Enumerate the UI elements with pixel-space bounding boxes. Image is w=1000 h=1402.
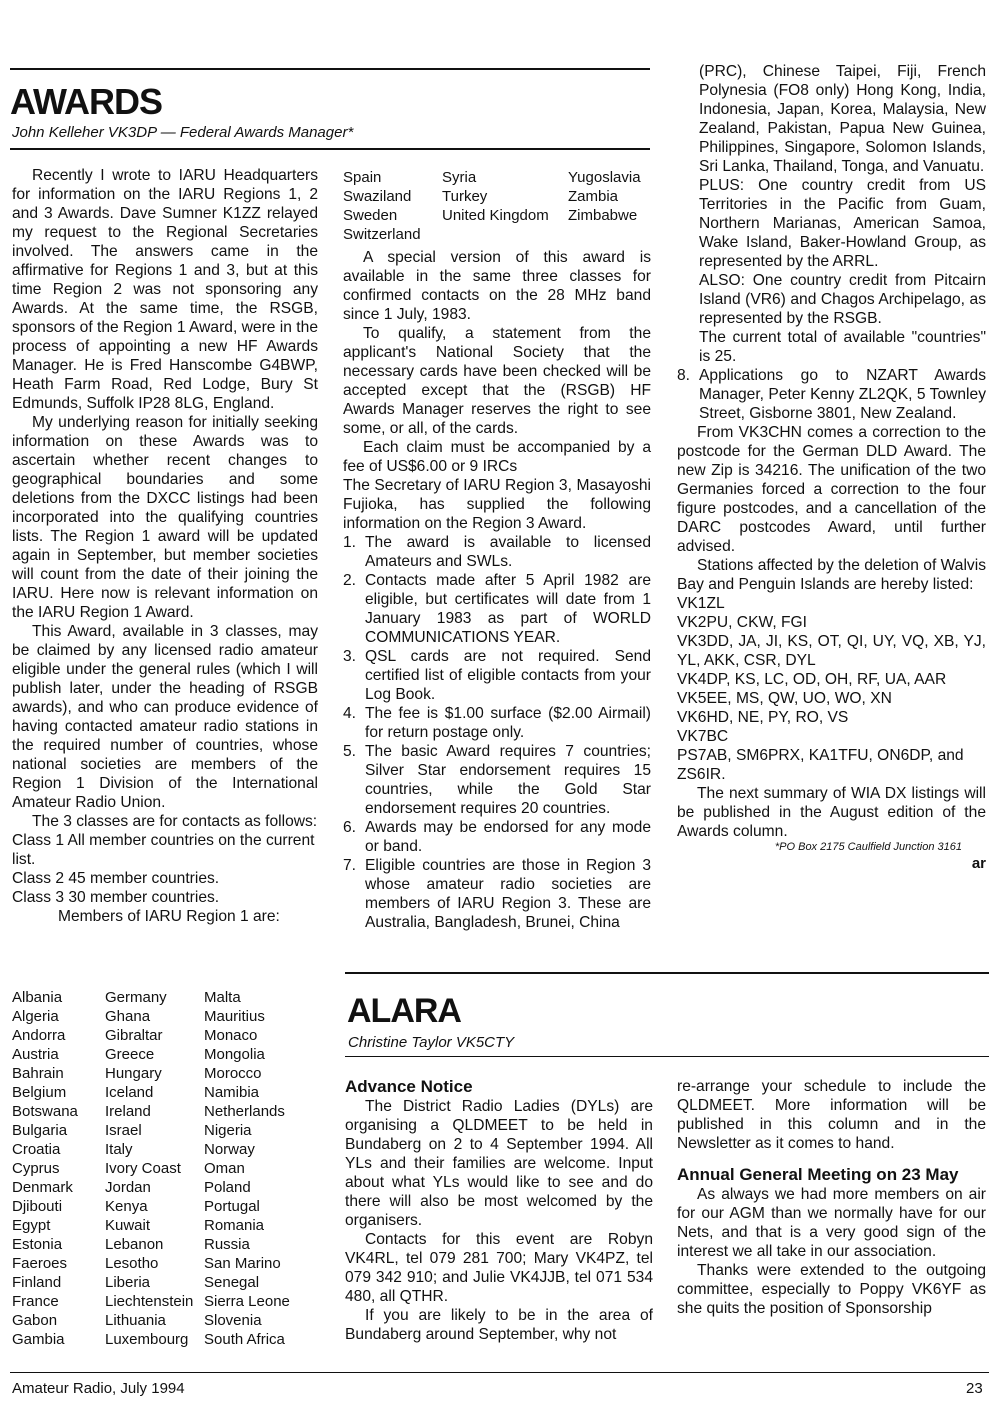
country: South Africa [204, 1331, 285, 1348]
country: Romania [204, 1217, 265, 1234]
country: Lithuania [105, 1312, 166, 1329]
list-item: 3. QSL cards are not required. Send certified list of eligible contacts from your Log Book. [343, 648, 651, 703]
station-line: VK5EE, MS, QW, UO, WO, XN [677, 690, 892, 707]
station-line: VK3DD, JA, JI, KS, OT, QI, UY, VQ, XB, YJ, YL, AKK, CSR, DYL [677, 633, 986, 669]
byline-rule [10, 148, 650, 150]
country: Greece [105, 1046, 155, 1063]
alara-byline-rule [345, 1056, 989, 1057]
country: Ireland [105, 1103, 151, 1120]
paragraph: Recently I wrote to IARU Headquarters for information on the IARU Regions 1, 2 and 3 Awards. Dave Sumner K1ZZ relayed my request to the Regional Secretaries involved. The answers came in the affirmative for Regions 1 and 3, but at this time Region 2 was not sponsoring any Awards. At the same time, the RSGB, sponsors of the Region 1 Award, were in the process of appointing a new HF Awards Manager. He is Fred Hanscombe G4BWP, Heath Farm Road, Red Lodge, Bury St Edmunds, Suffolk IP28 8LG, England. [12, 167, 318, 412]
country: Sierra Leone [204, 1293, 290, 1310]
country: Germany [105, 989, 167, 1006]
class-line: Class 1 All member countries on the current list. [12, 832, 315, 868]
awards-column-1 [12, 166, 318, 926]
country: Jordan [105, 1179, 151, 1196]
region1-country-table [12, 988, 324, 1349]
paragraph: From VK3CHN comes a correction to the postcode for the German DLD Award. The new Zip is 34216. The unification of the two Germanies forced a correction to the four figure postcodes, and a cancellation of the DARC postcodes Award, until further advised. [677, 424, 986, 555]
region1-country-table-continued [343, 168, 658, 244]
paragraph: The 3 classes are for contacts as follows: [32, 813, 318, 830]
country: Bulgaria [12, 1122, 68, 1139]
country-column [12, 988, 105, 1349]
country: Luxembourg [105, 1331, 189, 1348]
country: Switzerland [343, 226, 421, 243]
country: Faeroes [12, 1255, 68, 1272]
agm-heading: Annual General Meeting on 23 May [677, 1165, 959, 1184]
paragraph: A special version of this award is available in the same three classes for confirmed contacts on the 28 MHz band since 1 July, 1983. [343, 249, 651, 323]
country: Mauritius [204, 1008, 265, 1025]
paragraph: The current total of available "countries" is 25. [699, 329, 986, 365]
paragraph: The Secretary of IARU Region 3, Masayoshi Fujioka, has supplied the following information on the Region 3 Award. [343, 477, 651, 532]
country: Yugoslavia [568, 169, 641, 186]
list-item: 7. Eligible countries are those in Region 3 whose amateur radio societies are members of IARU Region 3. These are Australia, Bangladesh, Brunei, China [343, 857, 651, 931]
country: Zimbabwe [568, 207, 638, 224]
alara-byline: Christine Taylor VK5CTY [348, 1034, 515, 1051]
country: Senegal [204, 1274, 260, 1291]
country: Ivory Coast [105, 1160, 181, 1177]
country-column [442, 168, 568, 244]
country: Slovenia [204, 1312, 262, 1329]
country: Israel [105, 1122, 142, 1139]
country: Estonia [12, 1236, 63, 1253]
paragraph: As always we had more members on air for our AGM than we normally have for our Nets, and that is a very good sign of the interest we all take in our association. [677, 1186, 986, 1260]
country: Namibia [204, 1084, 260, 1101]
paragraph: My underlying reason for initially seeking information on these Awards was to ascertain whether recent changes to geographical boundaries and some deletions from the DXCC listings had been incorporated into the qualifying countries lists. The Region 1 award will be updated again in September, but member societies will count from the date of their joining the IARU. Here now is relevant information on the IARU Region 1 Award. [12, 414, 318, 621]
class-line: Class 3 30 member countries. [12, 889, 220, 906]
country: Djibouti [12, 1198, 63, 1215]
country: Syria [442, 169, 477, 186]
country: Morocco [204, 1065, 262, 1082]
list-item: 4. The fee is $1.00 surface ($2.00 Airmail) for return postage only. [343, 705, 651, 741]
paragraph: Contacts for this event are Robyn VK4RL, tel 079 281 700; Mary VK4PZ, tel 079 342 910; and Julie VK4JJB, tel 071 534 480, all QTHR. [345, 1231, 653, 1305]
paragraph: If you are likely to be in the area of Bundaberg around September, why not [345, 1307, 653, 1343]
country: Cyprus [12, 1160, 60, 1177]
list-item: 8. Applications go to NZART Awards Manager, Peter Kenny ZL2QK, 5 Townley Street, Gisborne 3801, New Zealand. [677, 367, 986, 422]
country: Gabon [12, 1312, 58, 1329]
region3-rules-list [343, 533, 651, 932]
station-line: VK4DP, KS, LC, OD, OH, RF, UA, AAR [677, 671, 947, 688]
address-note: *PO Box 2175 Caulfield Junction 3161 [774, 841, 962, 853]
country: Mongolia [204, 1046, 265, 1063]
footer-publication: Amateur Radio, July 1994 [12, 1380, 185, 1397]
country: Liechtenstein [105, 1293, 194, 1310]
country: Oman [204, 1160, 245, 1177]
country: Gambia [12, 1331, 65, 1348]
country: Ghana [105, 1008, 151, 1025]
awards-column-3 [677, 62, 986, 873]
country: Italy [105, 1141, 133, 1158]
country: Lesotho [105, 1255, 159, 1272]
country: France [12, 1293, 59, 1310]
station-line: VK1ZL [677, 595, 725, 612]
country: Turkey [442, 188, 488, 205]
station-line: VK7BC [677, 728, 729, 745]
country: Netherlands [204, 1103, 285, 1120]
list-item: 2. Contacts made after 5 April 1982 are eligible, but certificates will date from 1 January 1983 as part of WORLD COMMUNICATIONS YEAR. [343, 572, 651, 646]
country: Zambia [568, 188, 619, 205]
country-column [343, 168, 442, 244]
list-item: 1. The award is available to licensed Amateurs and SWLs. [343, 534, 651, 570]
end-mark: ar [971, 855, 986, 872]
country: Gibraltar [105, 1027, 163, 1044]
paragraph: (PRC), Chinese Taipei, Fiji, French Polynesia (FO8 only) Hong Kong, India, Indonesia, Japan, Korea, Malaysia, New Zealand, Pakistan, Papua New Guinea, Philippines, Singapore, Solomon Islands, Sri Lanka, Thailand, Tonga, and Vanuatu. [699, 63, 986, 175]
paragraph: Stations affected by the deletion of Walvis Bay and Penguin Islands are hereby listed: [677, 557, 986, 593]
country-column [105, 988, 204, 1349]
footer-rule [10, 1372, 989, 1373]
country: Bahrain [12, 1065, 64, 1082]
country: Malta [204, 989, 241, 1006]
country: Sweden [343, 207, 398, 224]
country: Albania [12, 989, 63, 1006]
country: Poland [204, 1179, 251, 1196]
members-heading: Members of IARU Region 1 are: [58, 908, 280, 925]
alara-rule [345, 972, 989, 974]
paragraph: ALSO: One country credit from Pitcairn Island (VR6) and Chagos Archipelago, as represented by the RSGB. [699, 272, 986, 327]
country: Portugal [204, 1198, 260, 1215]
country-column [568, 168, 658, 244]
paragraph: The next summary of WIA DX listings will be published in the August edition of the Awards column. [677, 785, 986, 840]
country: Hungary [105, 1065, 162, 1082]
country: Botswana [12, 1103, 78, 1120]
advance-notice-heading: Advance Notice [345, 1077, 473, 1096]
station-line: PS7AB, SM6PRX, KA1TFU, ON6DP, and ZS6IR. [677, 747, 964, 783]
country: Swaziland [343, 188, 412, 205]
country: Croatia [12, 1141, 61, 1158]
station-list [677, 594, 986, 784]
region3-rules-list-continued [677, 366, 986, 423]
awards-column-2 [343, 248, 651, 932]
list-item: 6. Awards may be endorsed for any mode or band. [343, 819, 651, 855]
country: Norway [204, 1141, 255, 1158]
country: Iceland [105, 1084, 154, 1101]
country: Lebanon [105, 1236, 164, 1253]
alara-column-1 [345, 1077, 653, 1344]
paragraph: This Award, available in 3 classes, may be claimed by any licensed radio amateur eligible under the general rules (which I will publish later, under the heading of RSGB awards), and who can produce evidence of having contacted amateur radio stations in the required number of countries, whose national societies are members of the Region 1 Division of the International Amateur Radio Union. [12, 623, 318, 811]
awards-byline: John Kelleher VK3DP — Federal Awards Manager* [12, 124, 354, 141]
alara-title: ALARA [347, 992, 461, 1030]
country: Liberia [105, 1274, 151, 1291]
country: United Kingdom [442, 207, 549, 224]
paragraph: Thanks were extended to the outgoing committee, especially to Poppy VK6YF as she quits the position of Sponsorship [677, 1262, 986, 1317]
country: San Marino [204, 1255, 281, 1272]
paragraph: To qualify, a statement from the applicant's National Society that the necessary cards have been checked will be accepted except that the (RSGB) HF Awards Manager reserves the right to see some, or all, of the cards. [343, 325, 651, 437]
country: Nigeria [204, 1122, 252, 1139]
country: Belgium [12, 1084, 67, 1101]
awards-title: AWARDS [10, 81, 163, 122]
top-rule [10, 68, 650, 70]
country: Algeria [12, 1008, 59, 1025]
page-number: 23 [966, 1380, 983, 1397]
paragraph: Each claim must be accompanied by a fee of US$6.00 or 9 IRCs [343, 439, 651, 475]
country: Andorra [12, 1027, 66, 1044]
country: Spain [343, 169, 382, 186]
country: Egypt [12, 1217, 51, 1234]
country: Denmark [12, 1179, 73, 1196]
class-line: Class 2 45 member countries. [12, 870, 220, 887]
paragraph: re-arrange your schedule to include the QLDMEET. More information will be published in this column and in the Newsletter as it comes to hand. [677, 1078, 986, 1152]
country: Kenya [105, 1198, 148, 1215]
country: Finland [12, 1274, 62, 1291]
country: Monaco [204, 1027, 258, 1044]
alara-column-2 [677, 1077, 986, 1318]
list-item: 5. The basic Award requires 7 countries; Silver Star endorsement requires 15 countries, while the Gold Star endorsement requires 20 countries. [343, 743, 651, 817]
country: Kuwait [105, 1217, 151, 1234]
station-line: VK6HD, NE, PY, RO, VS [677, 709, 849, 726]
paragraph: The District Radio Ladies (DYLs) are organising a QLDMEET to be held in Bundaberg on 2 to 4 September 1994. All YLs and their families are welcome. Input about what YLs would like to see and do there will also be most welcomed by the organisers. [345, 1098, 653, 1229]
paragraph: PLUS: One country credit from US Territories in the Pacific from Guam, Northern Marianas, American Samoa, Wake Island, Baker-Howland Group, as represented by the ARRL. [699, 177, 986, 270]
country-column [204, 988, 324, 1349]
station-line: VK2PU, CKW, FGI [677, 614, 807, 631]
country: Russia [204, 1236, 250, 1253]
country: Austria [12, 1046, 59, 1063]
